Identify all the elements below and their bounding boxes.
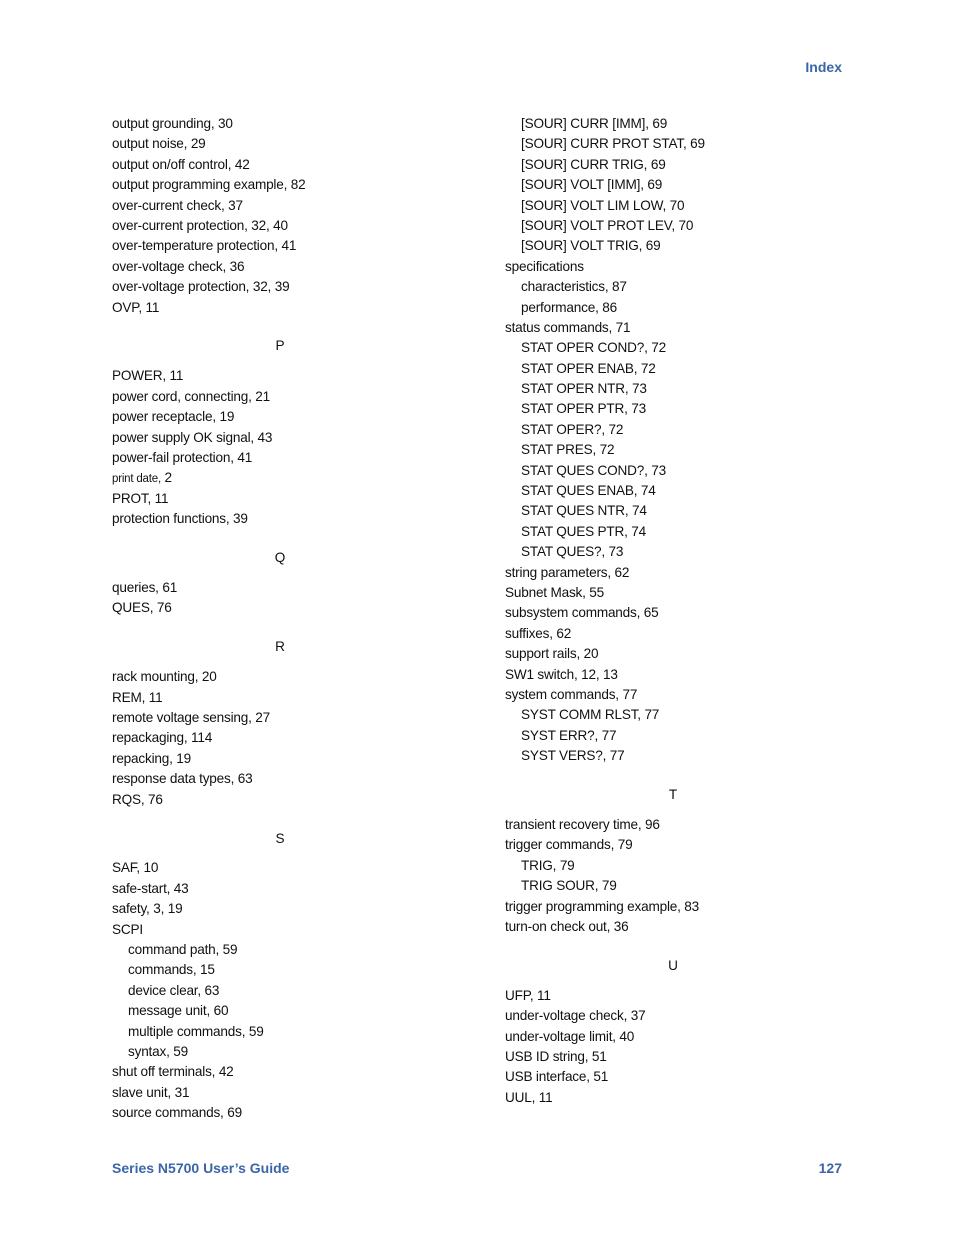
entry-group [505, 897, 835, 938]
index-entry: remote voltage sensing, 27 [112, 710, 271, 726]
index-entry: system commands, 77 [505, 686, 638, 702]
index-subentry: [SOUR] CURR PROT STAT, 69 [521, 136, 705, 152]
index-entry: under-voltage limit, 40 [505, 1028, 635, 1044]
index-column-left [112, 114, 442, 1124]
entry-group [112, 940, 442, 1062]
index-entry: suffixes, 62 [505, 625, 572, 641]
index-entry: response data types, 63 [112, 771, 253, 787]
entry-group [505, 277, 835, 318]
index-subentry: STAT OPER COND?, 72 [521, 340, 667, 356]
entry-group [505, 815, 835, 856]
running-header-section: Index [805, 59, 842, 75]
index-subentry: [SOUR] VOLT [IMM], 69 [521, 177, 663, 193]
entry-group [505, 856, 835, 897]
index-letter-heading: Q [274, 550, 286, 566]
index-entry: string parameters, 62 [505, 564, 630, 580]
index-entry: shut off terminals, 42 [112, 1064, 234, 1080]
index-entry: output on/off control, 42 [112, 156, 250, 172]
index-subentry: [SOUR] CURR TRIG, 69 [521, 156, 666, 172]
index-subentry: syntax, 59 [128, 1044, 188, 1059]
index-entry: QUES, 76 [112, 600, 172, 616]
entry-group [112, 858, 442, 940]
entry-group [505, 563, 835, 706]
index-letter-heading: T [668, 787, 678, 802]
index-entry: specifications [505, 258, 584, 274]
index-subentry: STAT OPER?, 72 [521, 421, 624, 437]
index-entry: power receptacle, 19 [112, 409, 235, 425]
index-subentry: STAT QUES ENAB, 74 [521, 483, 656, 499]
index-subentry: [SOUR] VOLT LIM LOW, 70 [521, 197, 685, 213]
index-subentry: performance, 86 [521, 299, 617, 315]
index-entry: repacking, 19 [112, 750, 192, 766]
index-subentry: STAT QUES COND?, 73 [521, 462, 667, 478]
index-entry: SCPI [112, 921, 143, 937]
index-entry: protection functions, 39 [112, 511, 248, 527]
index-entry: REM, 11 [112, 689, 163, 705]
index-subentry: device clear, 63 [128, 982, 220, 998]
index-letter-heading: U [668, 957, 678, 973]
index-entry: power supply OK signal, 43 [112, 429, 273, 445]
index-entry: transient recovery time, 96 [505, 816, 660, 832]
entry-group [112, 667, 442, 810]
index-entry: over-voltage protection, 32, 39 [112, 279, 290, 295]
index-subentry: TRIG SOUR, 79 [521, 878, 617, 894]
entry-group [112, 114, 442, 318]
entry-group [505, 705, 835, 766]
index-entry: RQS, 76 [112, 791, 163, 807]
entry-group [112, 1062, 442, 1123]
index-subentry: SYST ERR?, 77 [521, 727, 617, 743]
index-entry: support rails, 20 [505, 646, 599, 662]
index-entry: OVP, 11 [112, 299, 160, 315]
index-subentry: [SOUR] VOLT PROT LEV, 70 [521, 217, 694, 233]
index-entry [112, 468, 442, 488]
index-entry: over-voltage check, 36 [112, 258, 245, 274]
index-entry: source commands, 69 [112, 1105, 242, 1121]
index-entry: repackaging, 114 [112, 730, 213, 746]
index-subentry: characteristics, 87 [521, 279, 627, 295]
index-letter-heading: P [275, 338, 285, 354]
index-subentry: STAT OPER NTR, 73 [521, 381, 647, 397]
index-entry: PROT, 11 [112, 490, 169, 506]
index-subentry: SYST VERS?, 77 [521, 748, 625, 764]
index-entry: rack mounting, 20 [112, 669, 217, 685]
index-entry: over-current check, 37 [112, 197, 243, 213]
index-entry: trigger programming example, 83 [505, 898, 700, 914]
index-subentry: STAT OPER ENAB, 72 [521, 360, 656, 376]
index-entry: SAF, 10 [112, 860, 159, 876]
entry-group [505, 986, 835, 1108]
index-subentry: STAT PRES, 72 [521, 442, 615, 458]
index-entry: USB ID string, 51 [505, 1048, 607, 1064]
index-subentry: STAT QUES?, 73 [521, 544, 624, 560]
index-column-right [505, 114, 835, 1108]
index-subentry: message unit, 60 [128, 1003, 229, 1019]
index-entry: output grounding, 30 [112, 116, 233, 131]
index-entry: over-temperature protection, 41 [112, 238, 297, 254]
index-entry-page: 2 [160, 470, 172, 486]
index-entry: slave unit, 31 [112, 1084, 190, 1100]
index-entry: Subnet Mask, 55 [505, 584, 605, 600]
index-subentry: [SOUR] VOLT TRIG, 69 [521, 238, 661, 254]
index-subentry: [SOUR] CURR [IMM], 69 [521, 116, 668, 131]
index-entry: safe-start, 43 [112, 880, 189, 896]
index-entry: status commands, 71 [505, 319, 631, 335]
index-entry: turn-on check out, 36 [505, 918, 629, 934]
index-entry: over-current protection, 32, 40 [112, 217, 288, 233]
index-letter-heading: R [275, 639, 285, 655]
index-subentry: TRIG, 79 [521, 857, 575, 873]
index-entry: safety, 3, 19 [112, 901, 183, 917]
index-subentry: STAT QUES PTR, 74 [521, 523, 647, 539]
entry-group [112, 489, 442, 530]
index-entry: SW1 switch, 12, 13 [505, 666, 618, 682]
index-entry: power cord, connecting, 21 [112, 388, 271, 404]
footer-page-number: 127 [818, 1160, 842, 1176]
entry-group [112, 366, 442, 468]
entry-group [505, 114, 835, 257]
index-entry: POWER, 11 [112, 368, 184, 384]
index-subentry: STAT QUES NTR, 74 [521, 503, 647, 519]
index-subentry: command path, 59 [128, 942, 238, 958]
index-entry: output noise, 29 [112, 136, 206, 152]
entry-group [112, 578, 442, 619]
index-subentry: commands, 15 [128, 962, 215, 978]
index-entry-term: print date, [112, 473, 161, 486]
footer-guide-title: Series N5700 User’s Guide [112, 1160, 290, 1176]
index-subentry: SYST COMM RLST, 77 [521, 707, 660, 723]
index-entry: output programming example, 82 [112, 177, 306, 193]
entry-group [505, 338, 835, 562]
index-entry: UUL, 11 [505, 1089, 553, 1105]
index-entry: under-voltage check, 37 [505, 1008, 646, 1024]
index-entry: subsystem commands, 65 [505, 605, 659, 621]
index-subentry: multiple commands, 59 [128, 1023, 264, 1039]
index-subentry: STAT OPER PTR, 73 [521, 401, 647, 417]
index-entry: trigger commands, 79 [505, 837, 633, 853]
index-entry: power-fail protection, 41 [112, 449, 253, 465]
index-letter-heading: S [275, 830, 285, 846]
index-entry: USB interface, 51 [505, 1069, 609, 1085]
index-entry: queries, 61 [112, 580, 178, 595]
index-entry: UFP, 11 [505, 987, 551, 1003]
